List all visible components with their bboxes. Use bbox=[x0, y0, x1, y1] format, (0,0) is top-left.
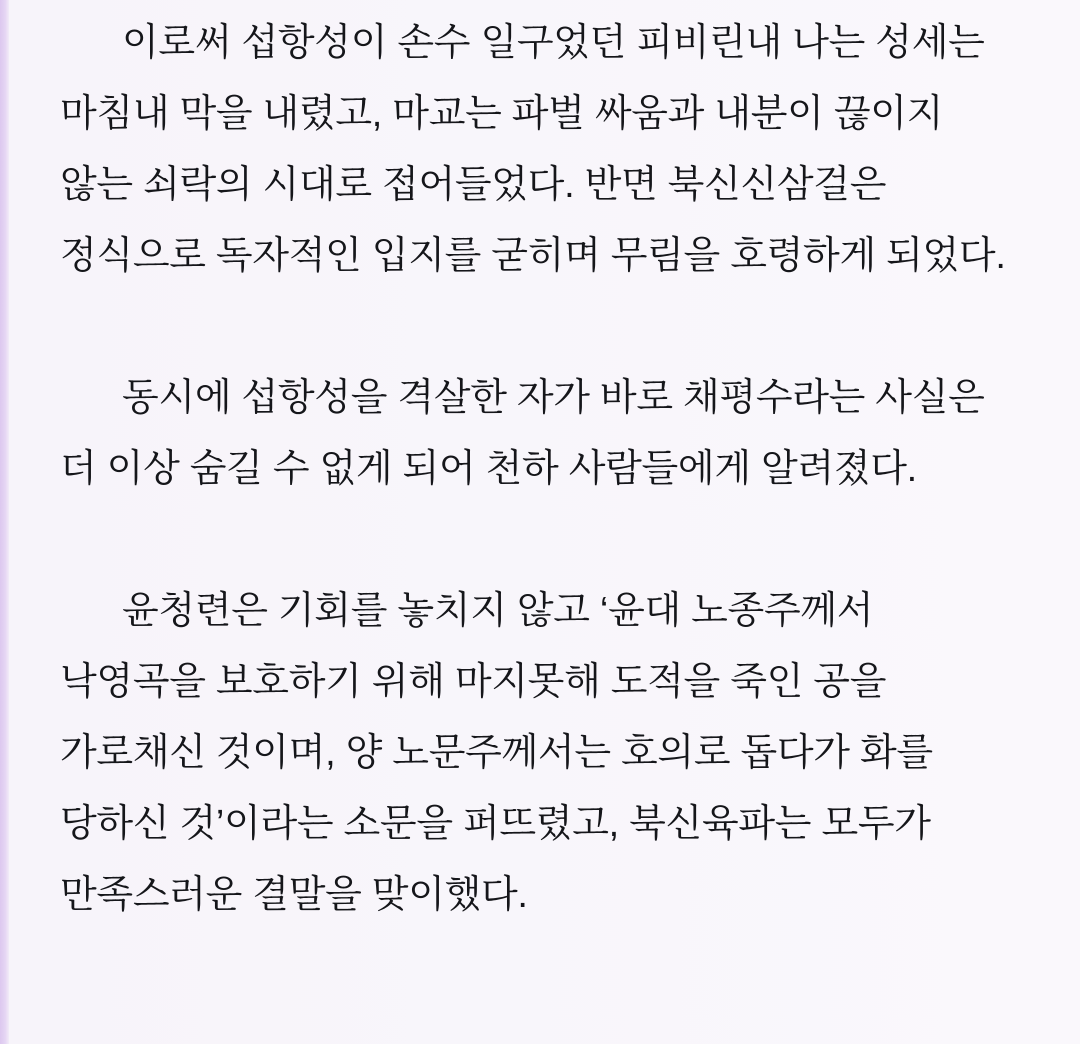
paragraph-1: 이로써 섭항성이 손수 일구었던 피비린내 나는 성세는 마침내 막을 내렸고, 마교는 파벌 싸움과 내분이 끊이지 않는 쇠락의 시대로 접어들었다. 반면 북신신삼걸은 정식으로 독자적인 입지를 굳히며 무림을 호령하게 되었다. bbox=[60, 22, 1006, 277]
paragraph-2: 동시에 섭항성을 격살한 자가 바로 채평수라는 사실은 더 이상 숨길 수 없게 되어 천하 사람들에게 알려졌다. bbox=[60, 377, 995, 490]
paragraph-3: 윤청련은 기회를 놓치지 않고 ‘윤대 노종주께서 낙영곡을 보호하기 위해 마지못해 도적을 죽인 공을 가로채신 것이며, 양 노문주께서는 호의로 돕다가 화를 당하신 것’이라는 소문을 퍼뜨렸고, 북신육파는 모두가 만족스러운 결말을 맞이했다. bbox=[60, 590, 944, 916]
